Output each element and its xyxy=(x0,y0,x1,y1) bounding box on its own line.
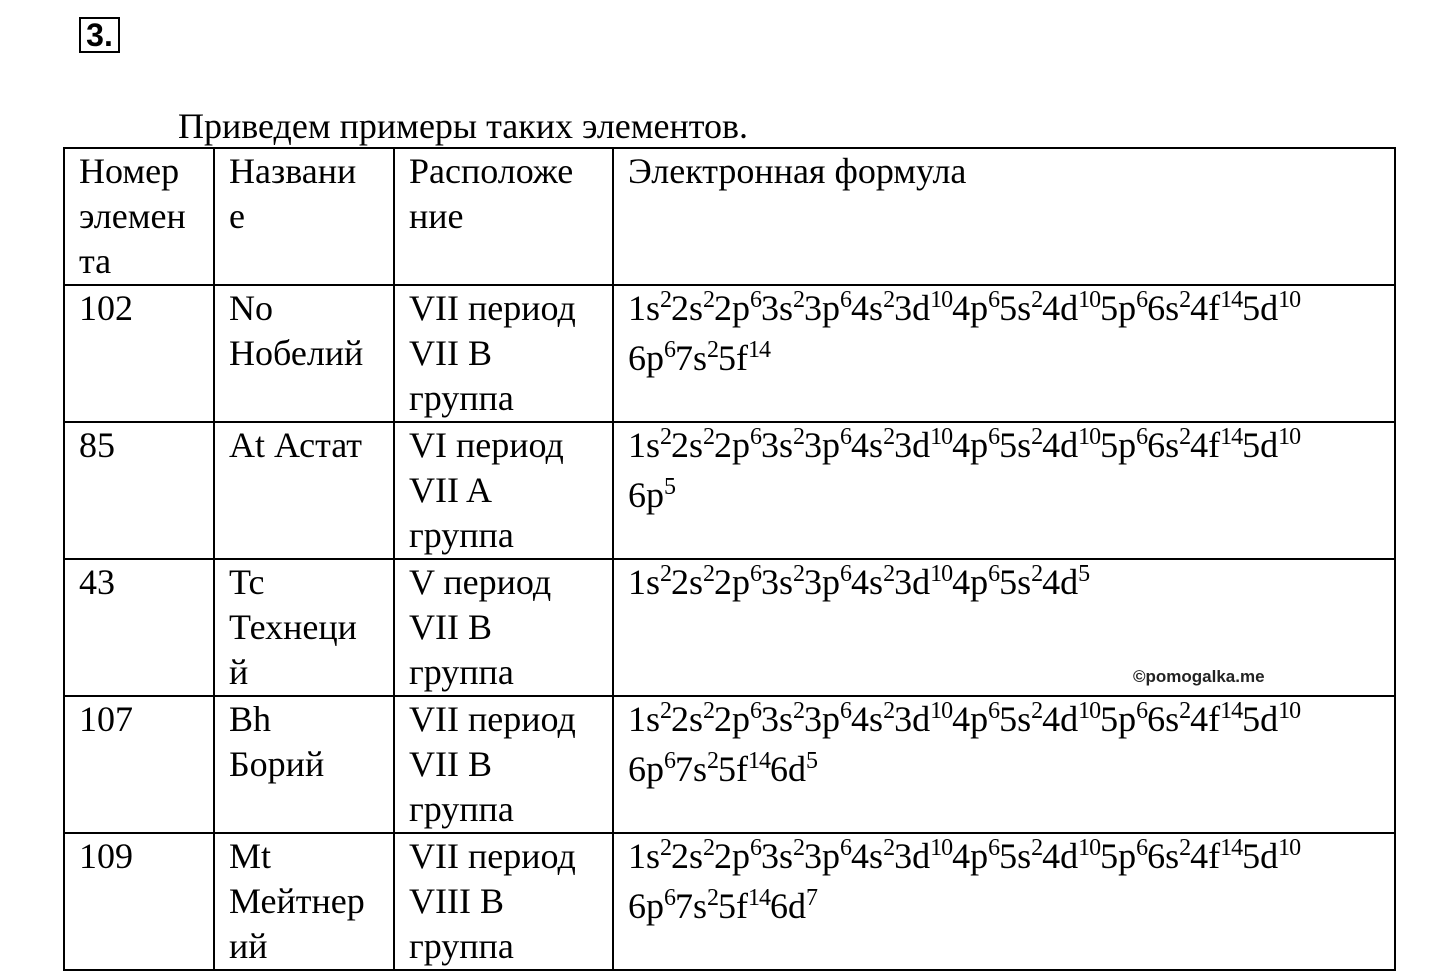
task-number: 3. xyxy=(79,17,120,53)
orbital-term: 5p xyxy=(1100,836,1137,876)
electron-count: 10 xyxy=(1078,835,1101,861)
element-location-cell xyxy=(394,422,613,559)
electron-count: 2 xyxy=(1031,424,1043,450)
electron-count: 14 xyxy=(748,337,771,363)
element-location-line: VII период xyxy=(409,288,576,328)
electron-count: 6 xyxy=(840,287,852,313)
orbital-term: 4f xyxy=(1190,288,1221,328)
electron-count: 2 xyxy=(1179,424,1191,450)
element-location-line: VII период xyxy=(409,836,576,876)
table-row xyxy=(64,833,1395,970)
electron-count: 2 xyxy=(703,561,715,587)
formula-line xyxy=(628,884,1388,934)
electron-count: 6 xyxy=(840,561,852,587)
electron-count: 10 xyxy=(930,698,953,724)
electron-count: 2 xyxy=(793,424,805,450)
orbital-term: 5d xyxy=(1242,288,1279,328)
electron-count: 6 xyxy=(988,835,1000,861)
formula-line xyxy=(628,834,1388,884)
orbital-term: 3s xyxy=(761,699,794,739)
element-name-cell xyxy=(214,833,394,970)
orbital-term: 3p xyxy=(804,562,841,602)
orbital-term: 3d xyxy=(894,562,931,602)
orbital-term: 1s xyxy=(628,288,661,328)
electron-count: 2 xyxy=(883,424,895,450)
element-name-cell xyxy=(214,422,394,559)
electron-formula-cell xyxy=(613,559,1395,696)
formula-line xyxy=(628,286,1388,336)
electron-count: 2 xyxy=(1031,561,1043,587)
electron-count: 2 xyxy=(1179,835,1191,861)
orbital-term: 6d xyxy=(770,886,807,926)
formula-line xyxy=(628,423,1388,473)
element-number: 107 xyxy=(79,699,133,739)
orbital-term: 4p xyxy=(952,425,989,465)
electron-formula-cell xyxy=(613,833,1395,970)
electron-count: 5 xyxy=(806,748,818,774)
electron-formula-cell xyxy=(613,422,1395,559)
orbital-term: 4p xyxy=(952,836,989,876)
element-name-line: Нобелий xyxy=(229,333,364,373)
element-location-line: VII B xyxy=(409,744,492,784)
electron-count: 14 xyxy=(1220,698,1243,724)
intro-text: Приведем примеры таких элементов. xyxy=(178,106,749,146)
electron-count: 2 xyxy=(1031,835,1043,861)
orbital-term: 4f xyxy=(1190,699,1221,739)
orbital-term: 5s xyxy=(999,288,1032,328)
element-number: 85 xyxy=(79,425,115,465)
element-location-line: VI период xyxy=(409,425,564,465)
electron-count: 6 xyxy=(750,561,762,587)
element-name-cell xyxy=(214,285,394,422)
electron-count: 10 xyxy=(1078,424,1101,450)
table-row xyxy=(64,285,1395,422)
element-location-line: VII период xyxy=(409,699,576,739)
orbital-term: 1s xyxy=(628,562,661,602)
formula-line xyxy=(628,560,1388,610)
header-name: Названи е xyxy=(214,148,394,285)
orbital-term: 5d xyxy=(1242,836,1279,876)
orbital-term: 4d xyxy=(1042,562,1079,602)
electron-count: 5 xyxy=(1078,561,1090,587)
element-name-line: й xyxy=(229,652,249,692)
electron-count: 2 xyxy=(883,698,895,724)
electron-count: 2 xyxy=(883,561,895,587)
orbital-term: 5s xyxy=(999,836,1032,876)
element-location-line: VIII B xyxy=(409,881,504,921)
element-location-cell xyxy=(394,285,613,422)
orbital-term: 1s xyxy=(628,836,661,876)
element-name-line: ий xyxy=(229,926,268,966)
electron-count: 6 xyxy=(750,287,762,313)
electron-count: 10 xyxy=(930,561,953,587)
element-name-line: No xyxy=(229,288,273,328)
orbital-term: 3p xyxy=(804,425,841,465)
electron-count: 2 xyxy=(703,424,715,450)
orbital-term: 4p xyxy=(952,562,989,602)
element-number-cell xyxy=(64,833,214,970)
electron-count: 2 xyxy=(660,424,672,450)
electron-count: 2 xyxy=(883,287,895,313)
orbital-term: 4s xyxy=(851,425,884,465)
orbital-term: 3s xyxy=(761,562,794,602)
orbital-term: 7s xyxy=(675,886,708,926)
element-name-line: Tc xyxy=(229,562,265,602)
orbital-term: 7s xyxy=(675,749,708,789)
electron-count: 2 xyxy=(793,561,805,587)
element-location-line: группа xyxy=(409,515,514,555)
electron-count: 6 xyxy=(1136,698,1148,724)
electron-count: 2 xyxy=(703,287,715,313)
electron-count: 2 xyxy=(703,835,715,861)
element-name-line: Борий xyxy=(229,744,325,784)
orbital-term: 3s xyxy=(761,288,794,328)
orbital-term: 4d xyxy=(1042,699,1079,739)
orbital-term: 5d xyxy=(1242,699,1279,739)
table-header-row xyxy=(64,148,1395,285)
electron-count: 6 xyxy=(750,698,762,724)
elements-table xyxy=(63,147,1396,971)
orbital-term: 4d xyxy=(1042,836,1079,876)
element-name-cell xyxy=(214,559,394,696)
orbital-term: 5f xyxy=(718,749,749,789)
electron-count: 10 xyxy=(1278,698,1301,724)
electron-count: 10 xyxy=(1278,287,1301,313)
electron-count: 6 xyxy=(1136,424,1148,450)
orbital-term: 4f xyxy=(1190,425,1221,465)
orbital-term: 5p xyxy=(1100,288,1137,328)
electron-count: 14 xyxy=(1220,835,1243,861)
orbital-term: 6s xyxy=(1147,425,1180,465)
orbital-term: 6p xyxy=(628,749,664,789)
orbital-term: 3p xyxy=(804,836,841,876)
electron-count: 2 xyxy=(883,835,895,861)
orbital-term: 4s xyxy=(851,288,884,328)
element-location-line: группа xyxy=(409,789,514,829)
element-location-cell xyxy=(394,559,613,696)
electron-count: 10 xyxy=(1078,287,1101,313)
electron-count: 2 xyxy=(660,835,672,861)
watermark: ©pomogalka.me xyxy=(1133,667,1265,686)
orbital-term: 5p xyxy=(1100,425,1137,465)
orbital-term: 5f xyxy=(718,886,749,926)
electron-count: 2 xyxy=(1031,698,1043,724)
orbital-term: 4d xyxy=(1042,425,1079,465)
header-number: Номер элемен та xyxy=(64,148,214,285)
electron-count: 10 xyxy=(930,287,953,313)
header-location: Расположе ние xyxy=(394,148,613,285)
element-name-line: Mt xyxy=(229,836,272,876)
element-location-cell xyxy=(394,696,613,833)
formula-line xyxy=(628,336,1388,386)
orbital-term: 5p xyxy=(1100,699,1137,739)
electron-count: 6 xyxy=(664,748,675,774)
orbital-term: 5s xyxy=(999,425,1032,465)
electron-count: 2 xyxy=(660,561,672,587)
electron-count: 7 xyxy=(806,885,818,911)
element-number: 109 xyxy=(79,836,133,876)
orbital-term: 2p xyxy=(714,288,751,328)
electron-formula-cell xyxy=(613,285,1395,422)
element-location-line: группа xyxy=(409,378,514,418)
formula-line xyxy=(628,473,1388,523)
table-row xyxy=(64,696,1395,833)
orbital-term: 2p xyxy=(714,699,751,739)
orbital-term: 4f xyxy=(1190,836,1221,876)
electron-count: 10 xyxy=(1078,698,1101,724)
electron-count: 2 xyxy=(1179,287,1191,313)
orbital-term: 2s xyxy=(671,425,704,465)
orbital-term: 6s xyxy=(1147,288,1180,328)
element-location-cell xyxy=(394,833,613,970)
electron-count: 6 xyxy=(988,287,1000,313)
orbital-term: 3s xyxy=(761,836,794,876)
orbital-term: 3p xyxy=(804,288,841,328)
electron-count: 6 xyxy=(1136,835,1148,861)
electron-count: 14 xyxy=(1220,424,1243,450)
orbital-term: 2s xyxy=(671,288,704,328)
orbital-term: 2s xyxy=(671,699,704,739)
element-location-line: VII B xyxy=(409,333,492,373)
orbital-term: 4p xyxy=(952,288,989,328)
element-location-line: VII A xyxy=(409,470,492,510)
electron-count: 2 xyxy=(1179,698,1191,724)
electron-count: 10 xyxy=(1278,835,1301,861)
electron-count: 6 xyxy=(664,337,675,363)
orbital-term: 5s xyxy=(999,699,1032,739)
element-name-line: Мейтнер xyxy=(229,881,365,921)
orbital-term: 4p xyxy=(952,699,989,739)
element-number-cell xyxy=(64,696,214,833)
electron-count: 6 xyxy=(840,698,852,724)
element-number: 102 xyxy=(79,288,133,328)
element-name-line: At Астат xyxy=(229,425,363,465)
element-location-line: группа xyxy=(409,926,514,966)
electron-count: 14 xyxy=(1220,287,1243,313)
orbital-term: 6d xyxy=(770,749,807,789)
orbital-term: 3s xyxy=(761,425,794,465)
electron-formula-cell xyxy=(613,696,1395,833)
electron-count: 2 xyxy=(660,698,672,724)
orbital-term: 4d xyxy=(1042,288,1079,328)
orbital-term: 3p xyxy=(804,699,841,739)
electron-count: 2 xyxy=(793,287,805,313)
electron-count: 2 xyxy=(707,748,719,774)
electron-count: 10 xyxy=(930,424,953,450)
electron-count: 2 xyxy=(1031,287,1043,313)
orbital-term: 5s xyxy=(999,562,1032,602)
orbital-term: 3d xyxy=(894,288,931,328)
orbital-term: 3d xyxy=(894,699,931,739)
electron-count: 14 xyxy=(748,885,771,911)
orbital-term: 4s xyxy=(851,836,884,876)
orbital-term: 3d xyxy=(894,425,931,465)
orbital-term: 2p xyxy=(714,425,751,465)
electron-count: 2 xyxy=(703,698,715,724)
element-number: 43 xyxy=(79,562,115,602)
electron-count: 6 xyxy=(988,698,1000,724)
element-location-line: VII B xyxy=(409,607,492,647)
orbital-term: 2p xyxy=(714,562,751,602)
electron-count: 2 xyxy=(660,287,672,313)
element-number-cell xyxy=(64,422,214,559)
orbital-term: 4s xyxy=(851,699,884,739)
orbital-term: 6p xyxy=(628,886,664,926)
orbital-term: 5d xyxy=(1242,425,1279,465)
orbital-term: 1s xyxy=(628,425,661,465)
electron-count: 2 xyxy=(793,835,805,861)
electron-count: 6 xyxy=(988,424,1000,450)
formula-line xyxy=(628,747,1388,797)
orbital-term: 5f xyxy=(718,338,749,378)
electron-count: 6 xyxy=(750,835,762,861)
electron-count: 6 xyxy=(840,835,852,861)
orbital-term: 6p xyxy=(628,338,664,378)
electron-count: 2 xyxy=(793,698,805,724)
electron-count: 6 xyxy=(1136,287,1148,313)
header-formula: Электронная формула xyxy=(613,148,1395,285)
electron-count: 10 xyxy=(1278,424,1301,450)
formula-line xyxy=(628,697,1388,747)
electron-count: 10 xyxy=(930,835,953,861)
element-number-cell xyxy=(64,285,214,422)
element-name-line: Bh xyxy=(229,699,272,739)
table-row xyxy=(64,422,1395,559)
orbital-term: 1s xyxy=(628,699,661,739)
orbital-term: 4s xyxy=(851,562,884,602)
orbital-term: 6p xyxy=(628,475,664,515)
electron-count: 6 xyxy=(988,561,1000,587)
electron-count: 14 xyxy=(748,748,771,774)
element-number-cell xyxy=(64,559,214,696)
electron-count: 2 xyxy=(707,337,719,363)
orbital-term: 6s xyxy=(1147,836,1180,876)
orbital-term: 7s xyxy=(675,338,708,378)
electron-count: 6 xyxy=(664,885,675,911)
element-location-line: группа xyxy=(409,652,514,692)
electron-count: 6 xyxy=(840,424,852,450)
orbital-term: 3d xyxy=(894,836,931,876)
electron-count: 5 xyxy=(664,474,675,500)
electron-count: 2 xyxy=(707,885,719,911)
orbital-term: 2s xyxy=(671,562,704,602)
electron-count: 6 xyxy=(750,424,762,450)
orbital-term: 6s xyxy=(1147,699,1180,739)
orbital-term: 2s xyxy=(671,836,704,876)
element-name-line: Технеци xyxy=(229,607,357,647)
element-location-line: V период xyxy=(409,562,552,602)
orbital-term: 2p xyxy=(714,836,751,876)
element-name-cell xyxy=(214,696,394,833)
